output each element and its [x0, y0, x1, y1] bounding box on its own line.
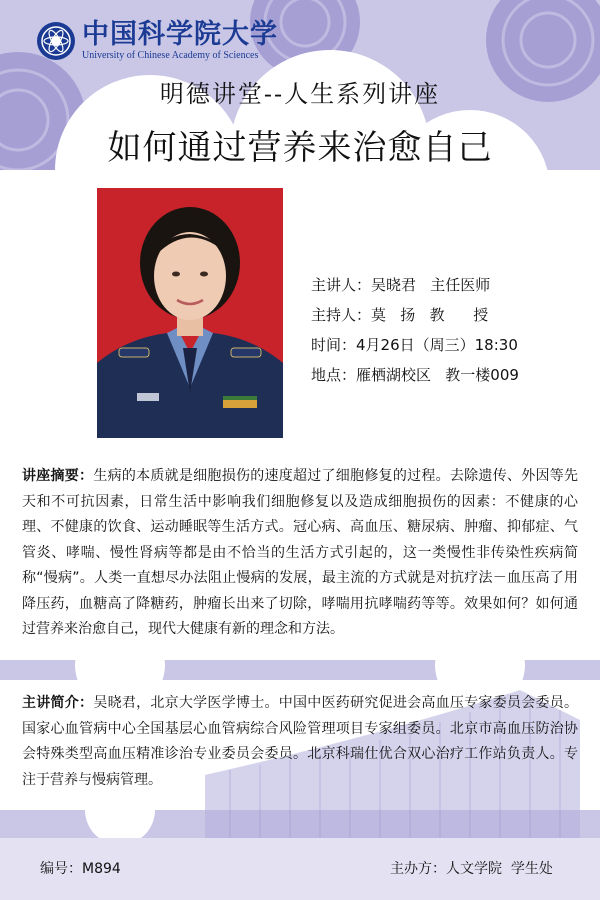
- lecture-title: 如何通过营养来治愈自己: [107, 128, 493, 168]
- logo-chinese-name: 中国科学院大学: [82, 19, 278, 50]
- bio-label: 主讲简介：: [22, 695, 94, 711]
- lecture-abstract: [22, 464, 578, 643]
- speaker-portrait: [97, 188, 283, 438]
- university-emblem-icon: [36, 21, 76, 61]
- host-line: 主持人：莫 扬 教 授: [311, 306, 489, 324]
- speaker-line: 主讲人：吴晓君 主任医师: [311, 276, 491, 294]
- time-line: 时间：4月26日（周三）18:30: [311, 336, 518, 354]
- logo-english-name: University of Chinese Academy of Sciences: [82, 50, 259, 61]
- speaker-bio: [22, 691, 578, 793]
- abstract-label: 讲座摘要：: [22, 468, 94, 484]
- abstract-text: 生病的本质就是细胞损伤的速度超过了细胞修复的过程。去除遗传、外因等先天和不可抗因素，日常生活中影响我们细胞修复以及造成细胞损伤的因素：不健康的心理、不健康的饮食、运动睡眠等生活方式。冠心病、高血压、糖尿病、肿瘤、抑郁症、气管炎、哮喘、慢性肾病等都是由不恰当的生活方式引起的，这一类慢性非传染性疾病简称“慢病”。人类一直想尽办法阻止慢病的发展，最主流的方式就是对抗疗法－血压高了用降压药，血糖高了降糖药，肿瘤长出来了切除，哮喘用抗哮喘药等等。效果如何？如何通过营养来治愈自己，现代大健康有新的理念和方法。: [22, 468, 579, 637]
- event-code: 编号：M894: [40, 861, 121, 877]
- bio-text: 吴晓君，北京大学医学博士。中国中医药研究促进会高血压专家委员会委员。国家心血管病中心全国基层心血管病综合风险管理项目专家组委员。北京市高血压防治协会特殊类型高血压精准诊治专业委员会委员。北京科瑞仕优合双心治疗工作站负责人。专注于营养与慢病管理。: [22, 695, 579, 788]
- place-line: 地点：雁栖湖校区 教一楼009: [311, 366, 519, 384]
- organizer: 主办方：人文学院 学生处: [390, 861, 553, 877]
- lecture-info: [311, 270, 519, 390]
- university-logo: [36, 20, 278, 62]
- lecture-series-title: 明德讲堂--人生系列讲座: [159, 80, 441, 108]
